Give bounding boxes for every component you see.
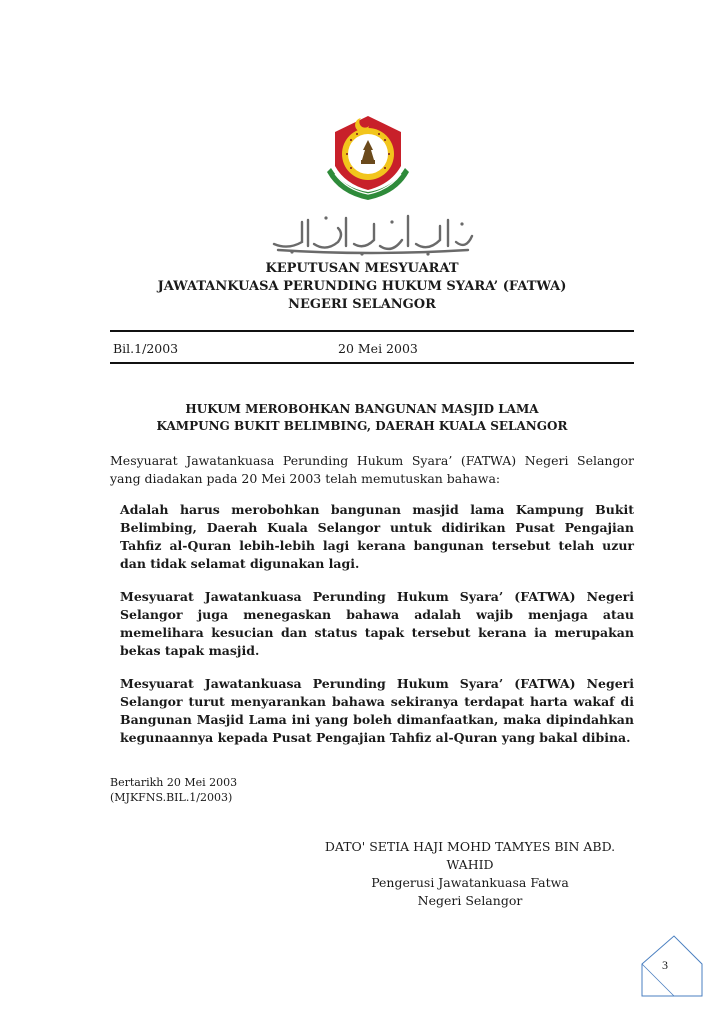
signatory-state: Negeri Selangor xyxy=(417,893,523,908)
file-reference: (MJKFNS.BIL.1/2003) xyxy=(110,791,233,804)
mufti-selangor-emblem xyxy=(321,110,415,204)
decision-paragraph: Adalah harus merobohkan bangunan masjid lama Kampung Bukit Belimbing, Daerah Kuala Selangor untuk didirikan Pusat Pengajian Tahfiz al-Quran lebih-lebih lagi kerana bangunan tersebut telah uzur dan tidak selamat digunakan lagi. xyxy=(120,502,634,571)
top-rule xyxy=(110,330,634,332)
arabic-calligraphy-jabatan-mufti-selangor xyxy=(268,210,476,256)
subject-heading xyxy=(0,401,724,435)
subject-line-1: HUKUM MEROBOHKAN BANGUNAN MASJID LAMA xyxy=(185,402,539,416)
title-line-1: KEPUTUSAN MESYUARAT xyxy=(265,261,459,276)
page-number: 3 xyxy=(662,958,668,972)
dated-reference xyxy=(110,775,237,805)
reference-date: 20 Mei 2003 xyxy=(338,341,418,356)
dated-line: Bertarikh 20 Mei 2003 xyxy=(110,776,238,789)
subject-line-2: KAMPUNG BUKIT BELIMBING, DAERAH KUALA SELANGOR xyxy=(156,419,568,433)
title-line-2: JAWATANKUASA PERUNDING HUKUM SYARA’ (FATWA) xyxy=(157,279,567,294)
document-title xyxy=(0,260,724,314)
signature-block xyxy=(300,838,640,910)
bottom-rule xyxy=(110,362,634,364)
title-line-3: NEGERI SELANGOR xyxy=(288,297,436,312)
intro-paragraph: Mesyuarat Jawatankuasa Perunding Hukum Syara’ (FATWA) Negeri Selangor yang diadakan pada 20 Mei 2003 telah memutuskan bahawa: xyxy=(110,453,634,486)
decision-paragraph: Mesyuarat Jawatankuasa Perunding Hukum Syara’ (FATWA) Negeri Selangor juga menegaskan bahawa adalah wajib menjaga atau memelihara kesucian dan status tapak tersebut kerana ia merupakan bekas tapak masjid. xyxy=(120,589,634,658)
reference-number: Bil.1/2003 xyxy=(113,341,179,356)
signatory-position: Pengerusi Jawatankuasa Fatwa xyxy=(371,875,569,890)
signatory-name: DATO' SETIA HAJI MOHD TAMYES BIN ABD. WAHID xyxy=(324,839,616,872)
decision-paragraph: Mesyuarat Jawatankuasa Perunding Hukum Syara’ (FATWA) Negeri Selangor turut menyarankan bahawa sekiranya terdapat harta wakaf di Bangunan Masjid Lama ini yang boleh dimanfaatkan, maka dipindahkan kegunaannya kepada Pusat Pengajian Tahfiz al-Quran yang bakal dibina. xyxy=(120,676,634,745)
